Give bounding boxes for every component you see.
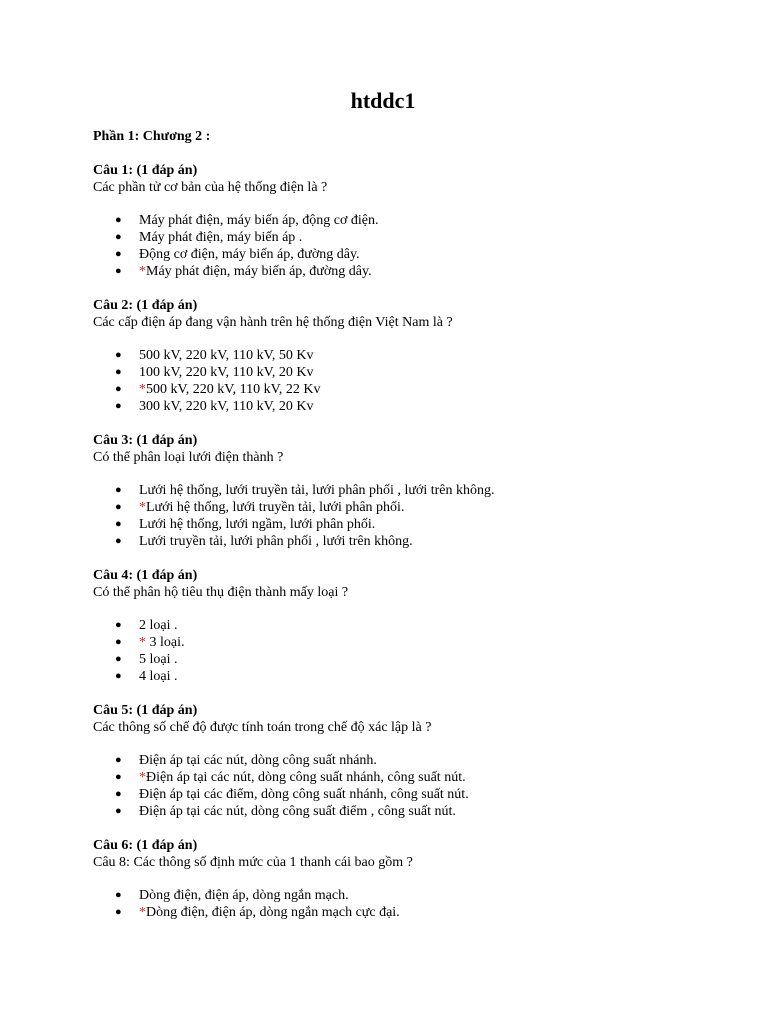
answer-option	[93, 364, 713, 381]
correct-answer-marker: *	[139, 635, 146, 650]
bullet-icon: ●	[115, 484, 122, 496]
answer-option	[93, 347, 713, 364]
question-block	[93, 702, 713, 820]
question-list	[93, 162, 713, 921]
answer-option	[93, 246, 713, 263]
answer-option	[93, 668, 713, 685]
document-title: htddc1	[350, 88, 416, 113]
answer-text: 3 loại.	[146, 635, 185, 650]
answer-list	[93, 752, 713, 820]
answer-text: Lưới truyền tải, lưới phân phối , lưới trên không.	[139, 534, 413, 549]
bullet-icon: ●	[115, 214, 122, 226]
correct-answer-marker: *	[139, 770, 146, 785]
answer-text: Máy phát điện, máy biến áp .	[139, 230, 303, 245]
answer-text: 100 kV, 220 kV, 110 kV, 20 Kv	[139, 365, 314, 380]
bullet-icon: ●	[115, 248, 122, 260]
answer-list	[93, 347, 713, 415]
answer-option	[93, 229, 713, 246]
answer-option	[93, 499, 713, 516]
bullet-icon: ●	[115, 366, 122, 378]
question-text: Có thể phân hộ tiêu thụ điện thành mấy loại ?	[93, 585, 349, 600]
answer-option	[93, 786, 713, 803]
answer-option	[93, 381, 713, 398]
answer-option	[93, 651, 713, 668]
question-heading: Câu 6: (1 đáp án)	[93, 838, 198, 853]
answer-text: Lưới hệ thống, lưới ngầm, lưới phân phối.	[139, 517, 376, 532]
question-text: Có thể phân loại lưới điện thành ?	[93, 450, 284, 465]
answer-text: Lưới hệ thống, lưới truyền tải, lưới phân phối.	[146, 500, 405, 515]
answer-list	[93, 887, 713, 921]
answer-text: Dòng điện, điện áp, dòng ngắn mạch.	[139, 888, 349, 903]
bullet-icon: ●	[115, 754, 122, 766]
bullet-icon: ●	[115, 805, 122, 817]
question-heading: Câu 4: (1 đáp án)	[93, 568, 198, 583]
bullet-icon: ●	[115, 265, 122, 277]
bullet-icon: ●	[115, 518, 122, 530]
bullet-icon: ●	[115, 231, 122, 243]
bullet-icon: ●	[115, 349, 122, 361]
question-heading: Câu 1: (1 đáp án)	[93, 163, 198, 178]
answer-option	[93, 398, 713, 415]
answer-option	[93, 803, 713, 820]
answer-option	[93, 516, 713, 533]
answer-option	[93, 533, 713, 550]
answer-option	[93, 212, 713, 229]
answer-text: 4 loại .	[139, 669, 178, 684]
answer-text: Điện áp tại các nút, dòng công suất điểm , công suất nút.	[139, 804, 456, 819]
answer-text: Máy phát điện, máy biến áp, đường dây.	[146, 264, 372, 279]
correct-answer-marker: *	[139, 905, 146, 920]
bullet-icon: ●	[115, 400, 122, 412]
correct-answer-marker: *	[139, 382, 146, 397]
answer-option	[93, 634, 713, 651]
question-text: Các thông số chế độ được tính toán trong chế độ xác lập là ?	[93, 720, 432, 735]
answer-text: Điện áp tại các điểm, dòng công suất nhánh, công suất nút.	[139, 787, 469, 802]
answer-text: Điện áp tại các nút, dòng công suất nhánh.	[139, 753, 377, 768]
question-block	[93, 297, 713, 415]
answer-text: 300 kV, 220 kV, 110 kV, 20 Kv	[139, 399, 314, 414]
bullet-icon: ●	[115, 771, 122, 783]
question-block	[93, 837, 713, 921]
answer-list	[93, 617, 713, 685]
answer-text: Lưới hệ thống, lưới truyền tải, lưới phân phối , lưới trên không.	[139, 483, 495, 498]
answer-text: 5 loại .	[139, 652, 178, 667]
answer-list	[93, 482, 713, 550]
answer-list	[93, 212, 713, 280]
answer-option	[93, 752, 713, 769]
bullet-icon: ●	[115, 670, 122, 682]
question-heading: Câu 2: (1 đáp án)	[93, 298, 198, 313]
bullet-icon: ●	[115, 383, 122, 395]
question-block	[93, 162, 713, 280]
question-block	[93, 567, 713, 685]
question-text: Các phần tử cơ bản của hệ thống điện là ?	[93, 180, 328, 195]
document-page	[93, 88, 713, 938]
bullet-icon: ●	[115, 619, 122, 631]
question-block	[93, 432, 713, 550]
bullet-icon: ●	[115, 636, 122, 648]
answer-text: Dòng điện, điện áp, dòng ngắn mạch cực đại.	[146, 905, 400, 920]
question-heading: Câu 3: (1 đáp án)	[93, 433, 198, 448]
answer-text: Máy phát điện, máy biến áp, động cơ điện.	[139, 213, 379, 228]
answer-option	[93, 617, 713, 634]
answer-option	[93, 482, 713, 499]
answer-option	[93, 769, 713, 786]
answer-option	[93, 263, 713, 280]
bullet-icon: ●	[115, 501, 122, 513]
bullet-icon: ●	[115, 535, 122, 547]
answer-text: Động cơ điện, máy biến áp, đường dây.	[139, 247, 360, 262]
answer-text: Điện áp tại các nút, dòng công suất nhánh, công suất nút.	[146, 770, 466, 785]
answer-text: 500 kV, 220 kV, 110 kV, 22 Kv	[146, 382, 321, 397]
bullet-icon: ●	[115, 906, 122, 918]
bullet-icon: ●	[115, 653, 122, 665]
bullet-icon: ●	[115, 889, 122, 901]
answer-text: 500 kV, 220 kV, 110 kV, 50 Kv	[139, 348, 314, 363]
answer-text: 2 loại .	[139, 618, 178, 633]
question-text: Các cấp điện áp đang vận hành trên hệ thống điện Việt Nam là ?	[93, 315, 453, 330]
bullet-icon: ●	[115, 788, 122, 800]
answer-option	[93, 904, 713, 921]
correct-answer-marker: *	[139, 500, 146, 515]
correct-answer-marker: *	[139, 264, 146, 279]
part-heading: Phần 1: Chương 2 :	[93, 129, 211, 144]
question-text: Câu 8: Các thông số định mức của 1 thanh cái bao gồm ?	[93, 855, 413, 870]
answer-option	[93, 887, 713, 904]
question-heading: Câu 5: (1 đáp án)	[93, 703, 198, 718]
